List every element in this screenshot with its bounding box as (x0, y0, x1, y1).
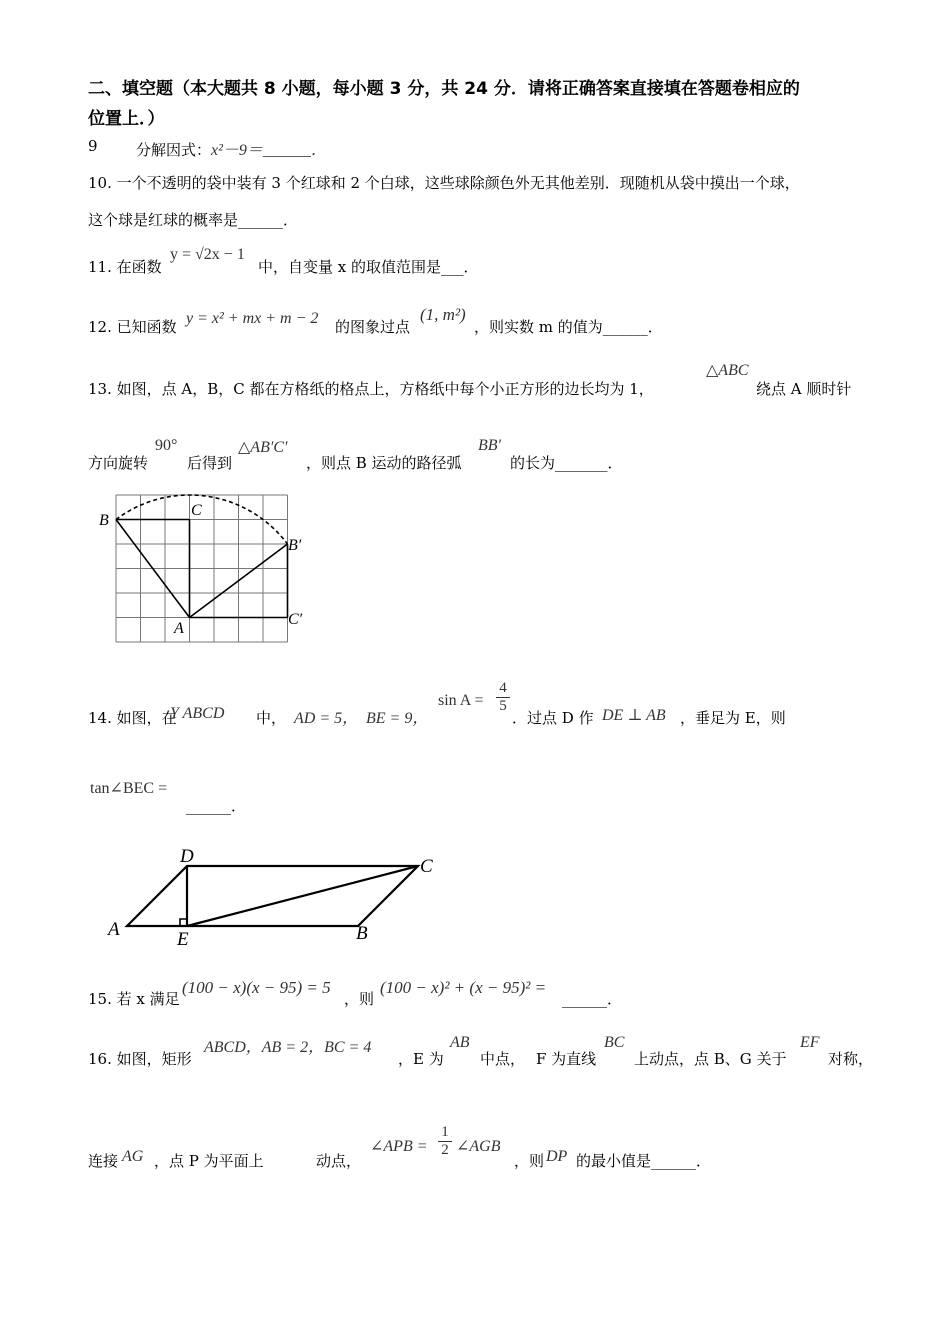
q16-mid3: 对称， (828, 1050, 874, 1068)
q16-angle-left: ∠APB = (370, 1138, 428, 1155)
q15-mid: ，则 (344, 990, 375, 1008)
q13-suffix: 绕点 A 顺时针 (756, 380, 852, 398)
q16-dp: DP (546, 1148, 568, 1165)
q14-parallelogram: Y ABCD (170, 705, 225, 722)
fig13-label-C-prime: C′ (288, 611, 303, 628)
q13-line2-c: ，则点 B 运动的路径弧 (306, 454, 462, 472)
q9-label: 分解因式： (136, 141, 212, 159)
q14-sin-fraction (496, 680, 510, 715)
q15-condition: (100 − x)(x − 95) = 5 (182, 978, 331, 997)
q14-suffix: ，垂足为 E，则 (680, 709, 786, 727)
q14-prefix: 14. 如图，在 (88, 709, 177, 727)
q11-suffix: 中，自变量 x 的取值范围是___． (258, 258, 479, 276)
q13-angle: 90° (155, 437, 178, 454)
q12-formula: y = x² + mx + m − 2 (186, 310, 319, 327)
q16-line2-d: ，则 (514, 1152, 545, 1170)
q13-triangle-prime: △AB′C′ (238, 439, 288, 456)
q13-line2-d: 的长为_______． (510, 454, 623, 472)
q16-half-numerator: 1 (441, 1124, 449, 1140)
section-heading-line2: 位置上．） (88, 109, 165, 129)
q16-line2-e: 的最小值是______． (576, 1152, 712, 1170)
q13-line2-b: 后得到 (187, 454, 233, 472)
section-heading-line1: 二、填空题（本大题共 8 小题，每小题 3 分，共 24 分．请将正确答案直接填在答题卷相应的 (88, 79, 800, 99)
q13-triangle: △ABC (706, 362, 749, 379)
q12-point: (1, m²) (420, 305, 466, 324)
q13-prefix: 13. 如图，点 A，B，C 都在方格纸的格点上，方格纸中每个小正方形的边长均为 1， (88, 380, 654, 398)
fig14-label-C: C (420, 856, 433, 877)
q16-prefix: 16. 如图，矩形 (88, 1050, 192, 1068)
q13-line2-a: 方向旋转 (88, 454, 149, 472)
fig14-label-D: D (180, 846, 194, 867)
q16-ag: AG (122, 1148, 144, 1165)
q15-expression: (100 − x)² + (x − 95)² = (380, 978, 547, 997)
fig13-label-C: C (191, 502, 202, 519)
q16-line2-c: 动点， (316, 1152, 362, 1170)
q9-text (136, 137, 327, 160)
q16-line2-a: 连接 (88, 1152, 119, 1170)
q9-expression: x²－9＝______． (211, 142, 327, 159)
q14-ad: AD = 5， (294, 710, 359, 727)
q14-be: BE = 9， (366, 710, 429, 727)
q10-line1: 10. 一个不透明的袋中装有 3 个红球和 2 个白球，这些球除颜色外无其他差别．现随机从袋中摸出一个球， (88, 174, 800, 192)
q16-mid1: 中点， (480, 1050, 526, 1068)
q16-ef: EF (800, 1034, 820, 1051)
q12-mid: 的图象过点 (335, 318, 411, 336)
q16-angle-right: ∠AGB (456, 1138, 501, 1155)
q14-sin-denominator: 5 (496, 697, 510, 715)
fig14-label-A: A (108, 919, 120, 940)
q16-rectangle: ABCD，AB = 2，BC = 4 (204, 1039, 372, 1056)
q16-half-denominator: 2 (438, 1141, 452, 1159)
q9-number: 9 (88, 137, 98, 155)
figure-14-parallelogram (100, 838, 450, 950)
q15-prefix: 15. 若 x 满足 (88, 990, 180, 1008)
q16-line2-b: ，点 P 为平面上 (154, 1152, 264, 1170)
q14-sin: sin A = (438, 692, 484, 709)
q16-e-is: ，E 为 (398, 1050, 444, 1068)
fig13-label-B-prime: B′ (288, 537, 302, 554)
q14-tan: tan∠BEC = (90, 780, 168, 797)
q14-perpendicular: DE ⊥ AB (602, 707, 666, 724)
q11-prefix: 11. 在函数 (88, 258, 162, 276)
q14-blank: ______． (186, 797, 247, 815)
q16-bc: BC (604, 1034, 625, 1051)
q10-line2: 这个球是红球的概率是______． (88, 211, 299, 229)
q16-ab: AB (450, 1034, 470, 1051)
q11-formula: y = √2x − 1 (170, 246, 245, 263)
q16-half-fraction (438, 1124, 452, 1159)
q14-mid2: ．过点 D 作 (512, 709, 594, 727)
q15-blank: ______． (562, 990, 623, 1008)
fig14-label-B: B (356, 923, 368, 944)
q16-f-is: F 为直线 (536, 1050, 597, 1068)
q16-mid2: 上动点，点 B、G 关于 (634, 1050, 787, 1068)
q13-arc: BB′ (478, 437, 502, 454)
fig13-label-A: A (174, 620, 184, 637)
q14-mid1: 中， (256, 709, 287, 727)
figure-13-grid (95, 488, 320, 648)
q14-sin-numerator: 4 (499, 680, 507, 696)
fig13-label-B: B (99, 512, 109, 529)
fig14-label-E: E (177, 929, 189, 950)
q12-suffix: ，则实数 m 的值为______． (474, 318, 663, 336)
q12-prefix: 12. 已知函数 (88, 318, 177, 336)
